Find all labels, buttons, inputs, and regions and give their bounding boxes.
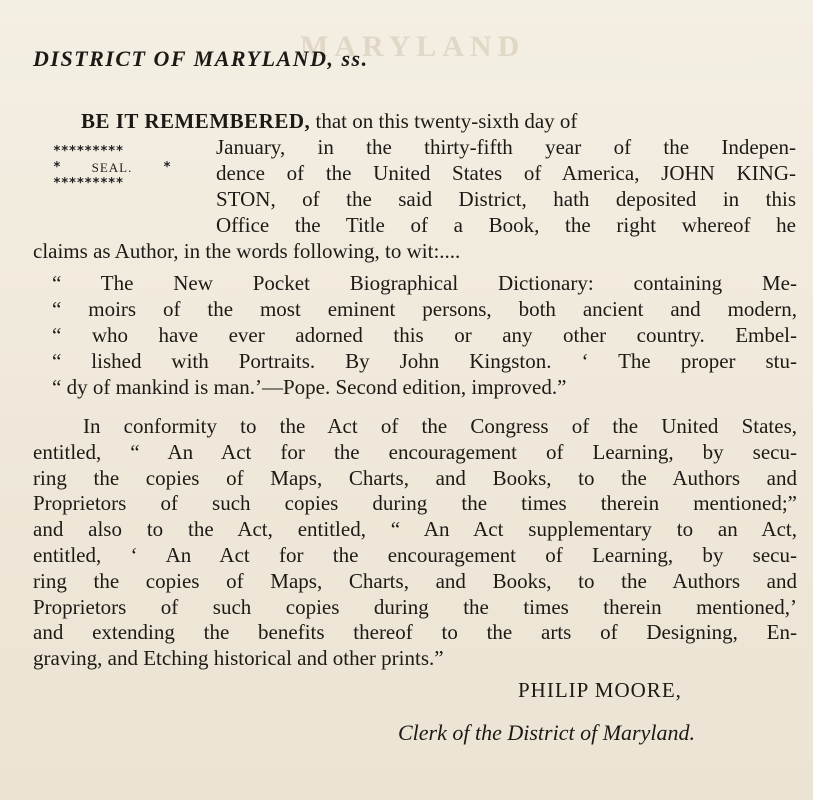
conformity-line: and extending the benefits thereof to the arts of Designing, En-: [33, 620, 797, 645]
bleed-through-ghost-text: MARYLAND: [300, 30, 526, 63]
seal-side-line: STON, of the said District, hath deposited in this: [216, 187, 796, 211]
conformity-line: Proprietors of such copies during the times therein mentioned;”: [33, 491, 797, 516]
quote-line: “ lished with Portraits. By John Kingston. ‘ The proper stu-: [52, 349, 797, 373]
seal-label: SEAL.: [91, 160, 133, 175]
quote-line: “ The New Pocket Biographical Dictionary: containing Me-: [52, 271, 797, 295]
signer-name: PHILIP MOORE,: [518, 678, 682, 702]
conformity-line: ring the copies of Maps, Charts, and Books, to the Authors and: [33, 568, 797, 593]
quote-line: “ moirs of the most eminent persons, both ancient and modern,: [52, 297, 797, 321]
intro-paragraph: [33, 108, 796, 264]
clerk-title: Clerk of the District of Maryland.: [398, 720, 695, 745]
seal-row: [38, 134, 796, 238]
conformity-line: graving, and Etching historical and other prints.”: [33, 646, 444, 671]
conformity-line: entitled, ‘ An Act for the encouragement of Learning, by secu-: [33, 542, 797, 567]
intro-line1-rest: that on this twenty-sixth day of: [310, 109, 578, 133]
conformity-line: and also to the Act, entitled, “ An Act supplementary to an Act,: [33, 517, 797, 542]
conformity-paragraph: [33, 414, 797, 672]
seal-middle: [53, 160, 171, 176]
conformity-line: Proprietors of such copies during the times therein mentioned,’: [33, 594, 797, 619]
book-title-quote: [52, 270, 797, 400]
seal-star-right: *: [163, 160, 171, 175]
seal-side-line: dence of the United States of America, JOHN KING-: [216, 161, 796, 185]
conformity-line: entitled, “ An Act for the encouragement of Learning, by secu-: [33, 439, 797, 464]
quote-line: “ dy of mankind is man.’—Pope. Second edition, improved.”: [52, 375, 567, 399]
seal-stars-bottom: *********: [53, 176, 124, 191]
seal-side-line: January, in the thirty-fifth year of the Indepen-: [216, 135, 796, 159]
intro-first-line: [81, 108, 796, 134]
conformity-line: In conformity to the Act of the Congress of the United States,: [83, 414, 797, 438]
conformity-line: ring the copies of Maps, Charts, and Books, to the Authors and: [33, 465, 797, 490]
quote-line: “ who have ever adorned this or any other country. Embel-: [52, 323, 797, 347]
seal-emblem: [53, 144, 171, 222]
district-heading: DISTRICT OF MARYLAND, ss.: [33, 46, 369, 71]
intro-lead: BE IT REMEMBERED,: [81, 109, 311, 133]
seal-side-line: Office the Title of a Book, the right whereof he: [216, 213, 796, 237]
seal-star-left: *: [53, 160, 61, 175]
intro-tail: claims as Author, in the words following, to wit:....: [33, 239, 461, 263]
seal-side-text: [216, 134, 796, 238]
seal-stars-top: *********: [53, 144, 124, 159]
